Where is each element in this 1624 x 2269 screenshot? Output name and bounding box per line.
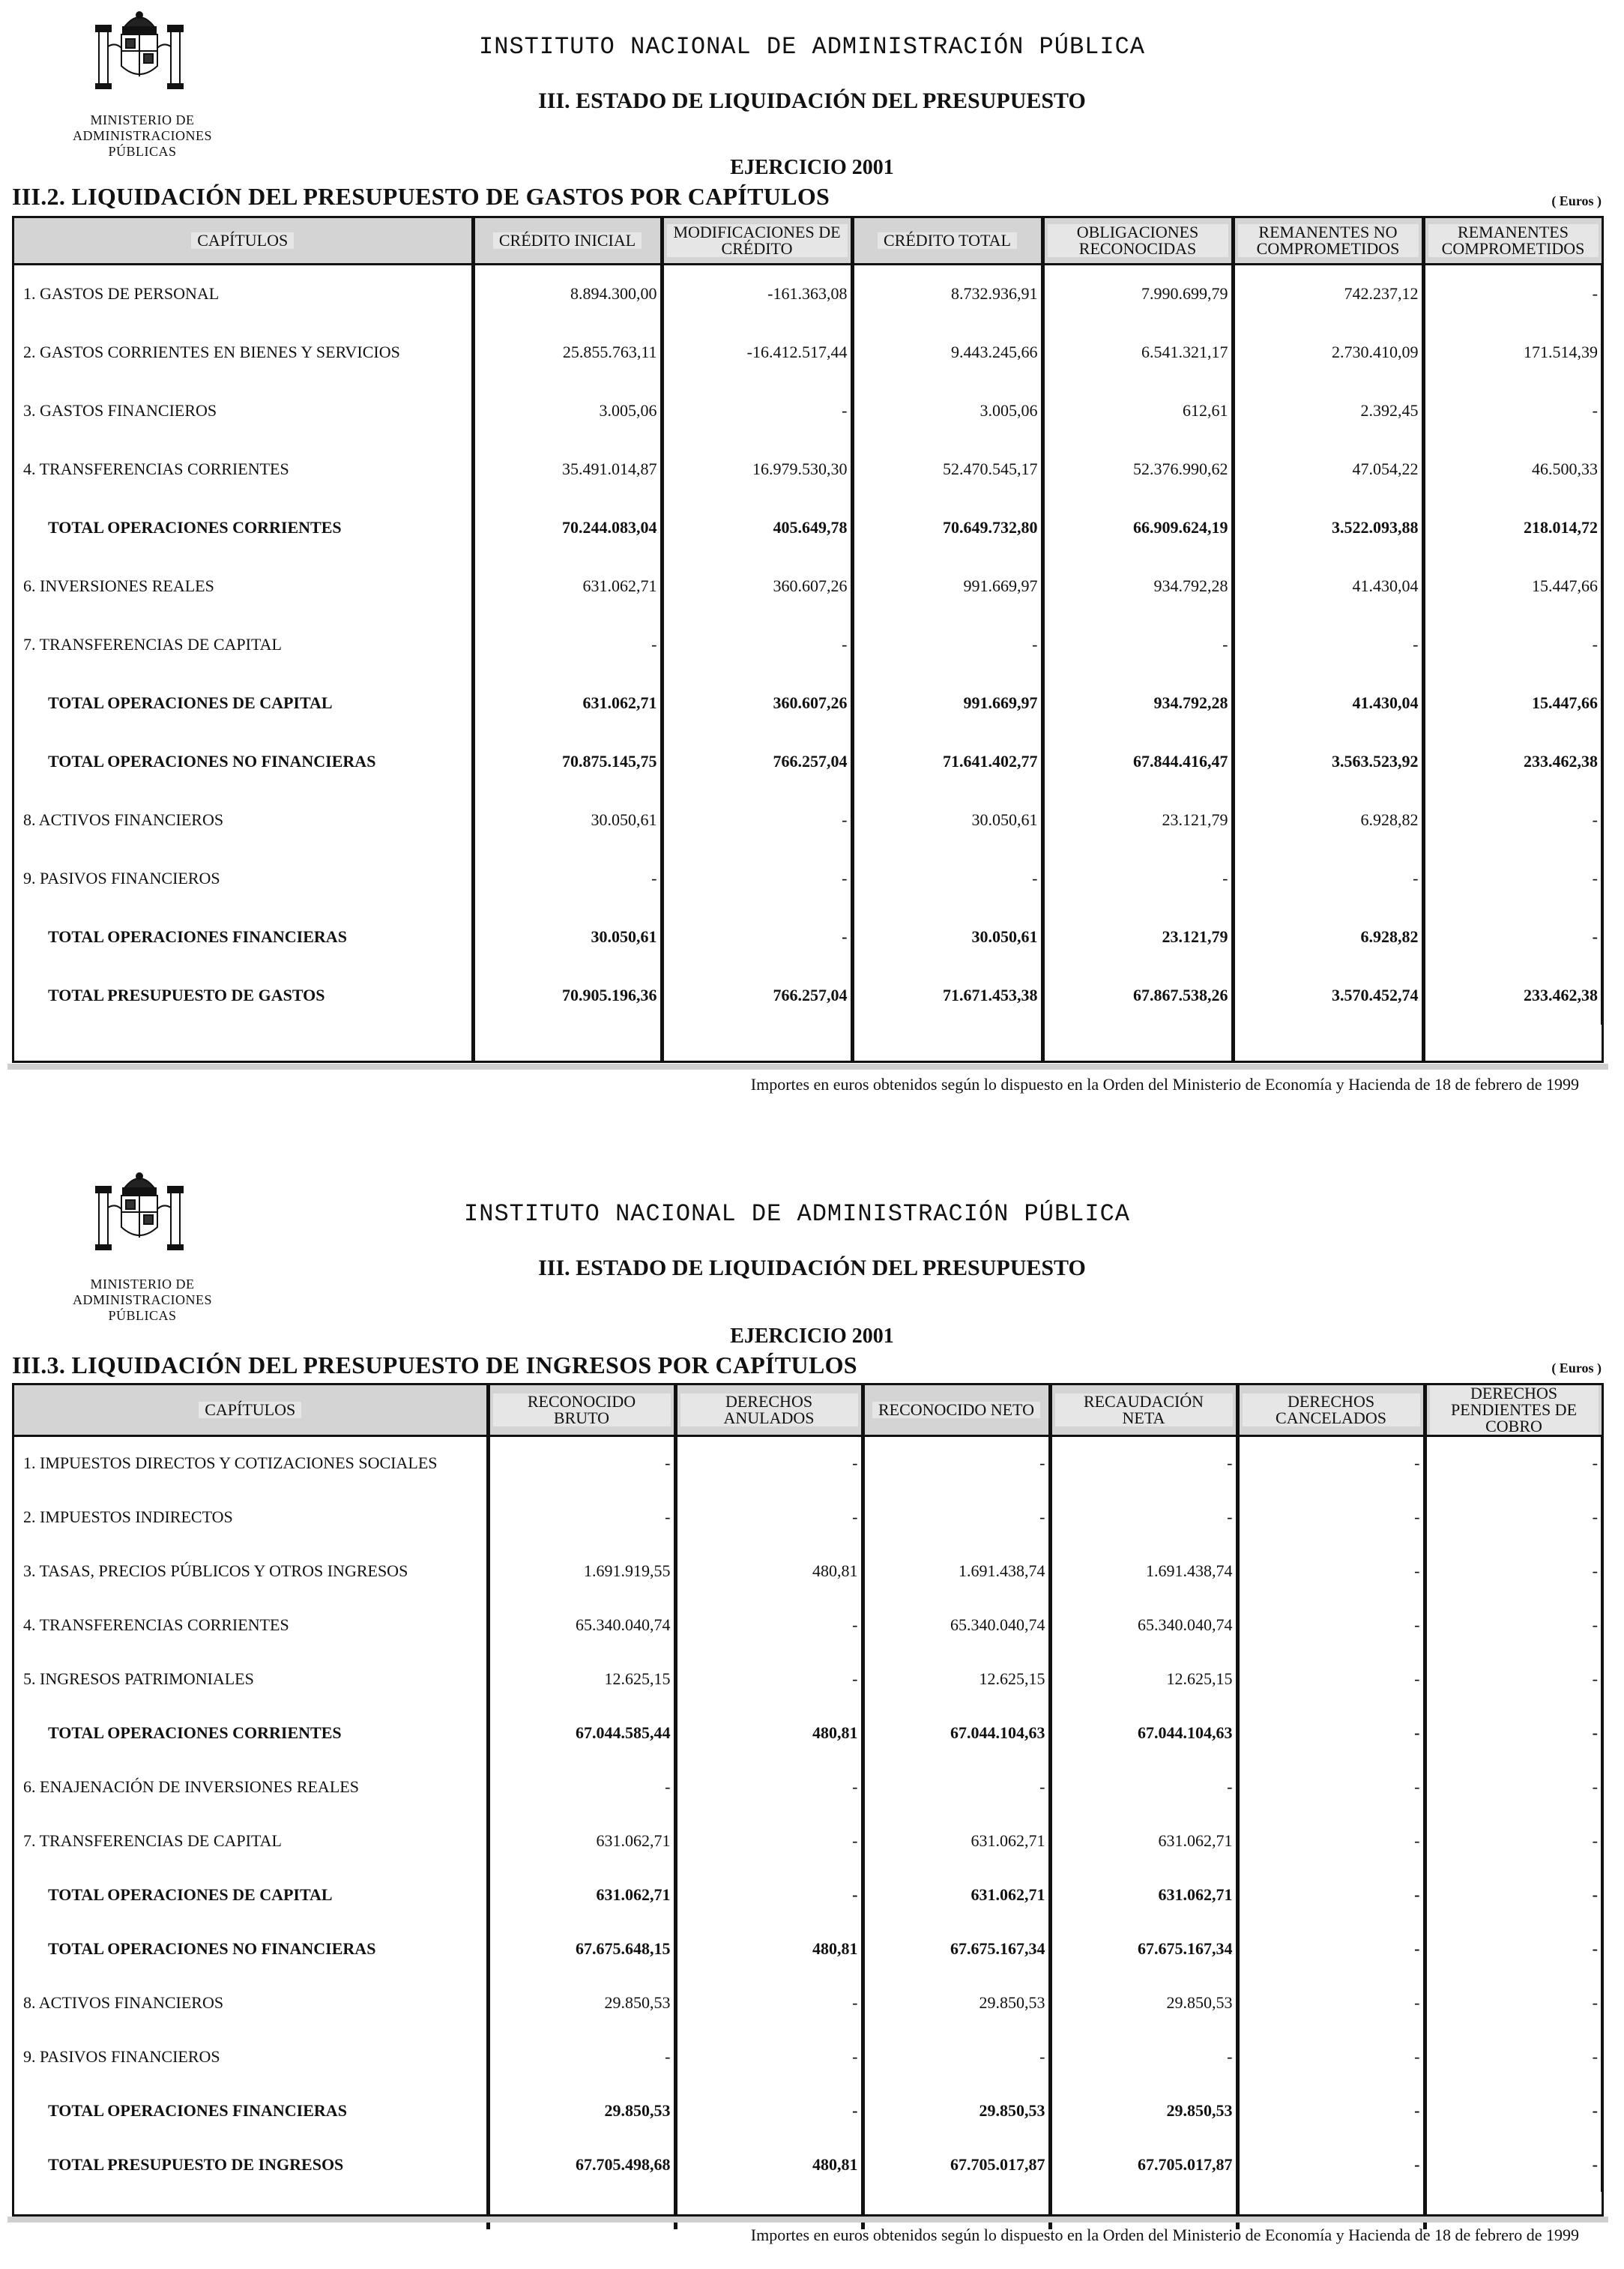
column-header xyxy=(1423,218,1602,265)
column-header xyxy=(863,1385,1050,1436)
row-label: TOTAL OPERACIONES CORRIENTES xyxy=(48,1723,342,1742)
cell-value: - xyxy=(1425,1436,1602,1490)
cell-value: 8.894.300,00 xyxy=(473,265,662,323)
cell-value: 67.675.167,34 xyxy=(863,1922,1050,1976)
cell-value: 405.649,78 xyxy=(662,498,852,557)
cell-value: - xyxy=(662,908,852,966)
cell-value: 480,81 xyxy=(675,2138,863,2192)
cell-value: 15.447,66 xyxy=(1423,557,1602,615)
cell-value: 218.014,72 xyxy=(1423,498,1602,557)
cell-value: 631.062,71 xyxy=(488,1868,675,1922)
cell-value: 1.691.438,74 xyxy=(1050,1544,1237,1598)
row-label: TOTAL OPERACIONES DE CAPITAL xyxy=(48,693,333,712)
section-title: III.2. LIQUIDACIÓN DEL PRESUPUESTO DE GASTOS POR CAPÍTULOS xyxy=(12,183,830,210)
cell-value: - xyxy=(1425,2084,1602,2138)
cell-value: - xyxy=(1237,2084,1425,2138)
total-row xyxy=(14,2084,1602,2138)
column-header xyxy=(1237,1385,1425,1436)
cell-value: 2.730.410,09 xyxy=(1233,323,1423,382)
cell-value: 70.244.083,04 xyxy=(473,498,662,557)
table-row xyxy=(14,791,1602,849)
cell-value: 631.062,71 xyxy=(1050,1868,1237,1922)
total-row xyxy=(14,966,1602,1025)
cell-value: - xyxy=(1423,265,1602,323)
empty-cell xyxy=(662,1025,852,1062)
institute-name: INSTITUTO NACIONAL DE ADMINISTRACIÓN PÚBLICA xyxy=(464,1200,1130,1228)
cell-value: 631.062,71 xyxy=(473,674,662,732)
cell-value: 360.607,26 xyxy=(662,557,852,615)
row-label: TOTAL PRESUPUESTO DE INGRESOS xyxy=(48,2154,344,2174)
table-row xyxy=(14,1814,1602,1868)
column-header-label: REMANENTES NO COMPROMETIDOS xyxy=(1238,224,1419,257)
empty-cell xyxy=(1233,1025,1423,1062)
cell-value: 631.062,71 xyxy=(473,557,662,615)
cell-value: - xyxy=(488,2030,675,2084)
cell-value: 29.850,53 xyxy=(1050,2084,1237,2138)
cell-value: 360.607,26 xyxy=(662,674,852,732)
cell-value: - xyxy=(863,1490,1050,1544)
empty-cell xyxy=(863,2192,1050,2229)
cell-value: 3.522.093,88 xyxy=(1233,498,1423,557)
cell-value: - xyxy=(1425,1922,1602,1976)
empty-cell xyxy=(473,1025,662,1062)
cell-value: 2.392,45 xyxy=(1233,382,1423,440)
cell-value: 71.671.453,38 xyxy=(852,966,1042,1025)
cell-value: - xyxy=(1233,849,1423,908)
cell-value: 67.705.498,68 xyxy=(488,2138,675,2192)
cell-value: 30.050,61 xyxy=(473,791,662,849)
cell-value: 742.237,12 xyxy=(1233,265,1423,323)
footnote: Importes en euros obtenidos según lo dispuesto en la Orden del Ministerio de Economía y Hacienda de 18 de febrero de 1999 xyxy=(750,1075,1579,1094)
cell-value: 233.462,38 xyxy=(1423,966,1602,1025)
cell-value: - xyxy=(662,849,852,908)
column-header-label: CRÉDITO INICIAL xyxy=(493,232,642,249)
table-row xyxy=(14,1490,1602,1544)
cell-value: 171.514,39 xyxy=(1423,323,1602,382)
table-row xyxy=(14,1976,1602,2030)
cell-value: 67.675.648,15 xyxy=(488,1922,675,1976)
cell-value: 480,81 xyxy=(675,1706,863,1760)
cell-value: 29.850,53 xyxy=(488,2084,675,2138)
table-row xyxy=(14,1760,1602,1814)
cell-value: - xyxy=(1423,791,1602,849)
column-header-label: RECONOCIDO BRUTO xyxy=(493,1393,671,1426)
cell-value: -161.363,08 xyxy=(662,265,852,323)
empty-cell xyxy=(852,1025,1042,1062)
cell-value: - xyxy=(675,1490,863,1544)
cell-value: 15.447,66 xyxy=(1423,674,1602,732)
row-label: 9. PASIVOS FINANCIEROS xyxy=(23,2046,220,2066)
cell-value: - xyxy=(1237,1976,1425,2030)
cell-value: 1.691.438,74 xyxy=(863,1544,1050,1598)
cell-value: 29.850,53 xyxy=(863,1976,1050,2030)
cell-value: - xyxy=(1423,382,1602,440)
cell-value: 67.044.104,63 xyxy=(1050,1706,1237,1760)
table-row xyxy=(14,2030,1602,2084)
cell-value: 66.909.624,19 xyxy=(1042,498,1233,557)
gastos-section xyxy=(0,0,1624,1124)
cell-value: 480,81 xyxy=(675,1544,863,1598)
cell-value: - xyxy=(1425,2030,1602,2084)
cell-value: 35.491.014,87 xyxy=(473,440,662,498)
cell-value: - xyxy=(488,1760,675,1814)
total-row xyxy=(14,674,1602,732)
cell-value: 934.792,28 xyxy=(1042,674,1233,732)
cell-value: - xyxy=(675,1976,863,2030)
row-label: 7. TRANSFERENCIAS DE CAPITAL xyxy=(23,1830,282,1850)
cell-value: 70.875.145,75 xyxy=(473,732,662,791)
cell-value: 25.855.763,11 xyxy=(473,323,662,382)
table-bottom-bar xyxy=(7,1064,1608,1070)
cell-value: 3.563.523,92 xyxy=(1233,732,1423,791)
cell-value: 23.121,79 xyxy=(1042,908,1233,966)
empty-cell xyxy=(488,2192,675,2229)
cell-value: - xyxy=(1233,615,1423,674)
cell-value: - xyxy=(1425,1544,1602,1598)
cell-value: 41.430,04 xyxy=(1233,674,1423,732)
row-label: 3. TASAS, PRECIOS PÚBLICOS Y OTROS INGRESOS xyxy=(23,1561,408,1580)
cell-value: 67.044.104,63 xyxy=(863,1706,1050,1760)
cell-value: 934.792,28 xyxy=(1042,557,1233,615)
row-label: TOTAL OPERACIONES NO FINANCIERAS xyxy=(48,751,376,771)
cell-value: 65.340.040,74 xyxy=(1050,1598,1237,1652)
cell-value: 67.705.017,87 xyxy=(863,2138,1050,2192)
cell-value: - xyxy=(662,382,852,440)
row-label: 5. INGRESOS PATRIMONIALES xyxy=(23,1669,254,1688)
cell-value: - xyxy=(1050,1490,1237,1544)
estado-heading: III. ESTADO DE LIQUIDACIÓN DEL PRESUPUESTO xyxy=(538,88,1086,113)
column-header-label: DERECHOS CANCELADOS xyxy=(1243,1393,1420,1426)
table-filler xyxy=(14,2192,1602,2229)
cell-value: 47.054,22 xyxy=(1233,440,1423,498)
empty-cell xyxy=(1425,2192,1602,2229)
section-title: III.3. LIQUIDACIÓN DEL PRESUPUESTO DE INGRESOS POR CAPÍTULOS xyxy=(12,1352,857,1378)
row-label: TOTAL PRESUPUESTO DE GASTOS xyxy=(48,985,325,1004)
cell-value: - xyxy=(1237,1598,1425,1652)
cell-value: - xyxy=(1042,849,1233,908)
table-row xyxy=(14,615,1602,674)
empty-cell xyxy=(1423,1025,1602,1062)
total-row xyxy=(14,1868,1602,1922)
column-header xyxy=(1233,218,1423,265)
ministry-line-1: MINISTERIO DE ADMINISTRACIONES xyxy=(72,1277,212,1307)
cell-value: - xyxy=(1423,849,1602,908)
cell-value: 766.257,04 xyxy=(662,966,852,1025)
total-row xyxy=(14,908,1602,966)
column-header xyxy=(852,218,1042,265)
total-row xyxy=(14,732,1602,791)
cell-value: 67.867.538,26 xyxy=(1042,966,1233,1025)
cell-value: 65.340.040,74 xyxy=(863,1598,1050,1652)
column-header-label: MODIFICACIONES DE CRÉDITO xyxy=(667,224,848,257)
cell-value: 7.990.699,79 xyxy=(1042,265,1233,323)
cell-value: - xyxy=(1237,1922,1425,1976)
footnote: Importes en euros obtenidos según lo dispuesto en la Orden del Ministerio de Economía y Hacienda de 18 de febrero de 1999 xyxy=(750,2226,1579,2244)
cell-value: - xyxy=(662,615,852,674)
cell-value: - xyxy=(1425,1760,1602,1814)
cell-value: - xyxy=(1425,1598,1602,1652)
gastos-table xyxy=(12,216,1604,1063)
cell-value: - xyxy=(675,1598,863,1652)
total-row xyxy=(14,1922,1602,1976)
column-header xyxy=(473,218,662,265)
ministry-line-2: PÚBLICAS xyxy=(108,144,177,159)
cell-value: 631.062,71 xyxy=(863,1814,1050,1868)
column-header xyxy=(662,218,852,265)
cell-value: 23.121,79 xyxy=(1042,791,1233,849)
cell-value: - xyxy=(473,615,662,674)
cell-value: 67.675.167,34 xyxy=(1050,1922,1237,1976)
row-label: TOTAL OPERACIONES CORRIENTES xyxy=(48,517,342,537)
cell-value: 6.928,82 xyxy=(1233,791,1423,849)
cell-value: - xyxy=(1425,1490,1602,1544)
cell-value: - xyxy=(1237,1814,1425,1868)
cell-value: - xyxy=(1237,1868,1425,1922)
column-header-label: RECAUDACIÓN NETA xyxy=(1055,1393,1233,1426)
empty-cell xyxy=(675,2192,863,2229)
column-header-label: REMANENTES COMPROMETIDOS xyxy=(1428,224,1599,257)
cell-value: 631.062,71 xyxy=(1050,1814,1237,1868)
cell-value: 631.062,71 xyxy=(488,1814,675,1868)
row-label: 2. IMPUESTOS INDIRECTOS xyxy=(23,1507,233,1526)
cell-value: 12.625,15 xyxy=(488,1652,675,1706)
cell-value: - xyxy=(1237,1436,1425,1490)
column-header xyxy=(488,1385,675,1436)
ministry-line-2: PÚBLICAS xyxy=(108,1308,177,1323)
cell-value: - xyxy=(1425,1814,1602,1868)
column-header xyxy=(14,1385,488,1436)
empty-cell xyxy=(14,2192,488,2229)
cell-value: - xyxy=(675,2030,863,2084)
cell-value: 16.979.530,30 xyxy=(662,440,852,498)
cell-value: 6.928,82 xyxy=(1233,908,1423,966)
cell-value: - xyxy=(1423,615,1602,674)
institute-name: INSTITUTO NACIONAL DE ADMINISTRACIÓN PÚBLICA xyxy=(479,33,1145,61)
table-row xyxy=(14,1436,1602,1490)
row-label: 2. GASTOS CORRIENTES EN BIENES Y SERVICIOS xyxy=(23,342,400,361)
cell-value: - xyxy=(675,1814,863,1868)
cell-value: - xyxy=(1425,1706,1602,1760)
total-row xyxy=(14,2138,1602,2192)
cell-value: - xyxy=(852,849,1042,908)
row-label: TOTAL OPERACIONES NO FINANCIERAS xyxy=(48,1938,376,1958)
cell-value: - xyxy=(852,615,1042,674)
ingresos-table xyxy=(12,1383,1604,2217)
column-header-label: DERECHOS PENDIENTES DE COBRO xyxy=(1430,1385,1599,1435)
estado-heading: III. ESTADO DE LIQUIDACIÓN DEL PRESUPUESTO xyxy=(538,1256,1086,1280)
empty-cell xyxy=(1050,2192,1237,2229)
table-row xyxy=(14,1598,1602,1652)
cell-value: - xyxy=(1050,2030,1237,2084)
ministry-line-1: MINISTERIO DE ADMINISTRACIONES xyxy=(72,112,212,143)
cell-value: - xyxy=(1425,2138,1602,2192)
cell-value: - xyxy=(1425,1652,1602,1706)
row-label: TOTAL OPERACIONES FINANCIERAS xyxy=(48,2100,347,2120)
row-label: 8. ACTIVOS FINANCIEROS xyxy=(23,1992,224,2012)
cell-value: 67.044.585,44 xyxy=(488,1706,675,1760)
total-row xyxy=(14,1706,1602,1760)
total-row xyxy=(14,498,1602,557)
cell-value: 612,61 xyxy=(1042,382,1233,440)
row-label: 7. TRANSFERENCIAS DE CAPITAL xyxy=(23,634,282,654)
column-header-label: CAPÍTULOS xyxy=(191,232,294,249)
column-header xyxy=(14,218,473,265)
ejercicio-heading: EJERCICIO 2001 xyxy=(730,156,894,179)
column-header-label: RECONOCIDO NETO xyxy=(872,1402,1040,1418)
cell-value: 766.257,04 xyxy=(662,732,852,791)
units-label: ( Euros ) xyxy=(1551,193,1602,208)
cell-value: - xyxy=(1237,1706,1425,1760)
table-row xyxy=(14,849,1602,908)
cell-value: - xyxy=(675,1436,863,1490)
empty-cell xyxy=(1237,2192,1425,2229)
table-row xyxy=(14,1652,1602,1706)
cell-value: - xyxy=(1237,1490,1425,1544)
cell-value: 3.570.452,74 xyxy=(1233,966,1423,1025)
column-header-label: CRÉDITO TOTAL xyxy=(878,232,1017,249)
cell-value: - xyxy=(662,791,852,849)
cell-value: 41.430,04 xyxy=(1233,557,1423,615)
cell-value: - xyxy=(1423,908,1602,966)
cell-value: - xyxy=(675,2084,863,2138)
cell-value: - xyxy=(1237,1544,1425,1598)
row-label: 3. GASTOS FINANCIEROS xyxy=(23,400,217,420)
cell-value: 8.732.936,91 xyxy=(852,265,1042,323)
column-header xyxy=(1050,1385,1237,1436)
column-header-label: CAPÍTULOS xyxy=(199,1402,301,1418)
cell-value: - xyxy=(1050,1760,1237,1814)
column-header-label: DERECHOS ANULADOS xyxy=(680,1393,858,1426)
table-bottom-bar xyxy=(7,2217,1608,2223)
row-label: 1. IMPUESTOS DIRECTOS Y COTIZACIONES SOCIALES xyxy=(23,1453,438,1473)
cell-value: 12.625,15 xyxy=(863,1652,1050,1706)
table-row xyxy=(14,265,1602,323)
cell-value: 30.050,61 xyxy=(852,908,1042,966)
cell-value: - xyxy=(1050,1436,1237,1490)
cell-value: - xyxy=(1425,1976,1602,2030)
row-label: TOTAL OPERACIONES FINANCIERAS xyxy=(48,926,347,946)
cell-value: - xyxy=(863,1760,1050,1814)
cell-value: - xyxy=(863,1436,1050,1490)
cell-value: 52.470.545,17 xyxy=(852,440,1042,498)
table-row xyxy=(14,557,1602,615)
cell-value: - xyxy=(473,849,662,908)
units-label: ( Euros ) xyxy=(1551,1361,1602,1375)
column-header xyxy=(1042,218,1233,265)
cell-value: 991.669,97 xyxy=(852,557,1042,615)
row-label: TOTAL OPERACIONES DE CAPITAL xyxy=(48,1884,333,1904)
row-label: 6. ENAJENACIÓN DE INVERSIONES REALES xyxy=(23,1777,359,1796)
cell-value: 29.850,53 xyxy=(863,2084,1050,2138)
cell-value: - xyxy=(1042,615,1233,674)
cell-value: 71.641.402,77 xyxy=(852,732,1042,791)
cell-value: 52.376.990,62 xyxy=(1042,440,1233,498)
table-row xyxy=(14,440,1602,498)
cell-value: 65.340.040,74 xyxy=(488,1598,675,1652)
empty-cell xyxy=(14,1025,473,1062)
column-header xyxy=(675,1385,863,1436)
ejercicio-heading: EJERCICIO 2001 xyxy=(730,1325,894,1348)
cell-value: 233.462,38 xyxy=(1423,732,1602,791)
cell-value: - xyxy=(1237,1760,1425,1814)
row-label: 8. ACTIVOS FINANCIEROS xyxy=(23,810,224,829)
cell-value: 29.850,53 xyxy=(1050,1976,1237,2030)
cell-value: 3.005,06 xyxy=(852,382,1042,440)
cell-value: 991.669,97 xyxy=(852,674,1042,732)
cell-value: 46.500,33 xyxy=(1423,440,1602,498)
row-label: 6. INVERSIONES REALES xyxy=(23,576,214,595)
ministry-name xyxy=(22,1277,262,1324)
table-row xyxy=(14,382,1602,440)
cell-value: - xyxy=(1237,1652,1425,1706)
ministry-name xyxy=(22,112,262,160)
cell-value: 3.005,06 xyxy=(473,382,662,440)
table-filler xyxy=(14,1025,1602,1062)
cell-value: 67.844.416,47 xyxy=(1042,732,1233,791)
cell-value: 70.649.732,80 xyxy=(852,498,1042,557)
cell-value: - xyxy=(675,1652,863,1706)
cell-value: - xyxy=(488,1490,675,1544)
row-label: 1. GASTOS DE PERSONAL xyxy=(23,284,220,304)
cell-value: 70.905.196,36 xyxy=(473,966,662,1025)
cell-value: 12.625,15 xyxy=(1050,1652,1237,1706)
cell-value: 9.443.245,66 xyxy=(852,323,1042,382)
ingresos-section xyxy=(0,1166,1624,2269)
cell-value: 29.850,53 xyxy=(488,1976,675,2030)
cell-value: 480,81 xyxy=(675,1922,863,1976)
empty-cell xyxy=(1042,1025,1233,1062)
cell-value: - xyxy=(675,1760,863,1814)
cell-value: 6.541.321,17 xyxy=(1042,323,1233,382)
cell-value: - xyxy=(1237,2030,1425,2084)
cell-value: - xyxy=(488,1436,675,1490)
table-row xyxy=(14,1544,1602,1598)
row-label: 4. TRANSFERENCIAS CORRIENTES xyxy=(23,1615,289,1634)
cell-value: 30.050,61 xyxy=(852,791,1042,849)
cell-value: 67.705.017,87 xyxy=(1050,2138,1237,2192)
cell-value: 30.050,61 xyxy=(473,908,662,966)
row-label: 4. TRANSFERENCIAS CORRIENTES xyxy=(23,459,289,478)
cell-value: - xyxy=(675,1868,863,1922)
cell-value: - xyxy=(863,2030,1050,2084)
cell-value: 1.691.919,55 xyxy=(488,1544,675,1598)
table-row xyxy=(14,323,1602,382)
column-header xyxy=(1425,1385,1602,1436)
cell-value: - xyxy=(1425,1868,1602,1922)
row-label: 9. PASIVOS FINANCIEROS xyxy=(23,868,220,888)
cell-value: - xyxy=(1237,2138,1425,2192)
column-header-label: OBLIGACIONES RECONOCIDAS xyxy=(1048,224,1228,257)
cell-value: 631.062,71 xyxy=(863,1868,1050,1922)
cell-value: -16.412.517,44 xyxy=(662,323,852,382)
